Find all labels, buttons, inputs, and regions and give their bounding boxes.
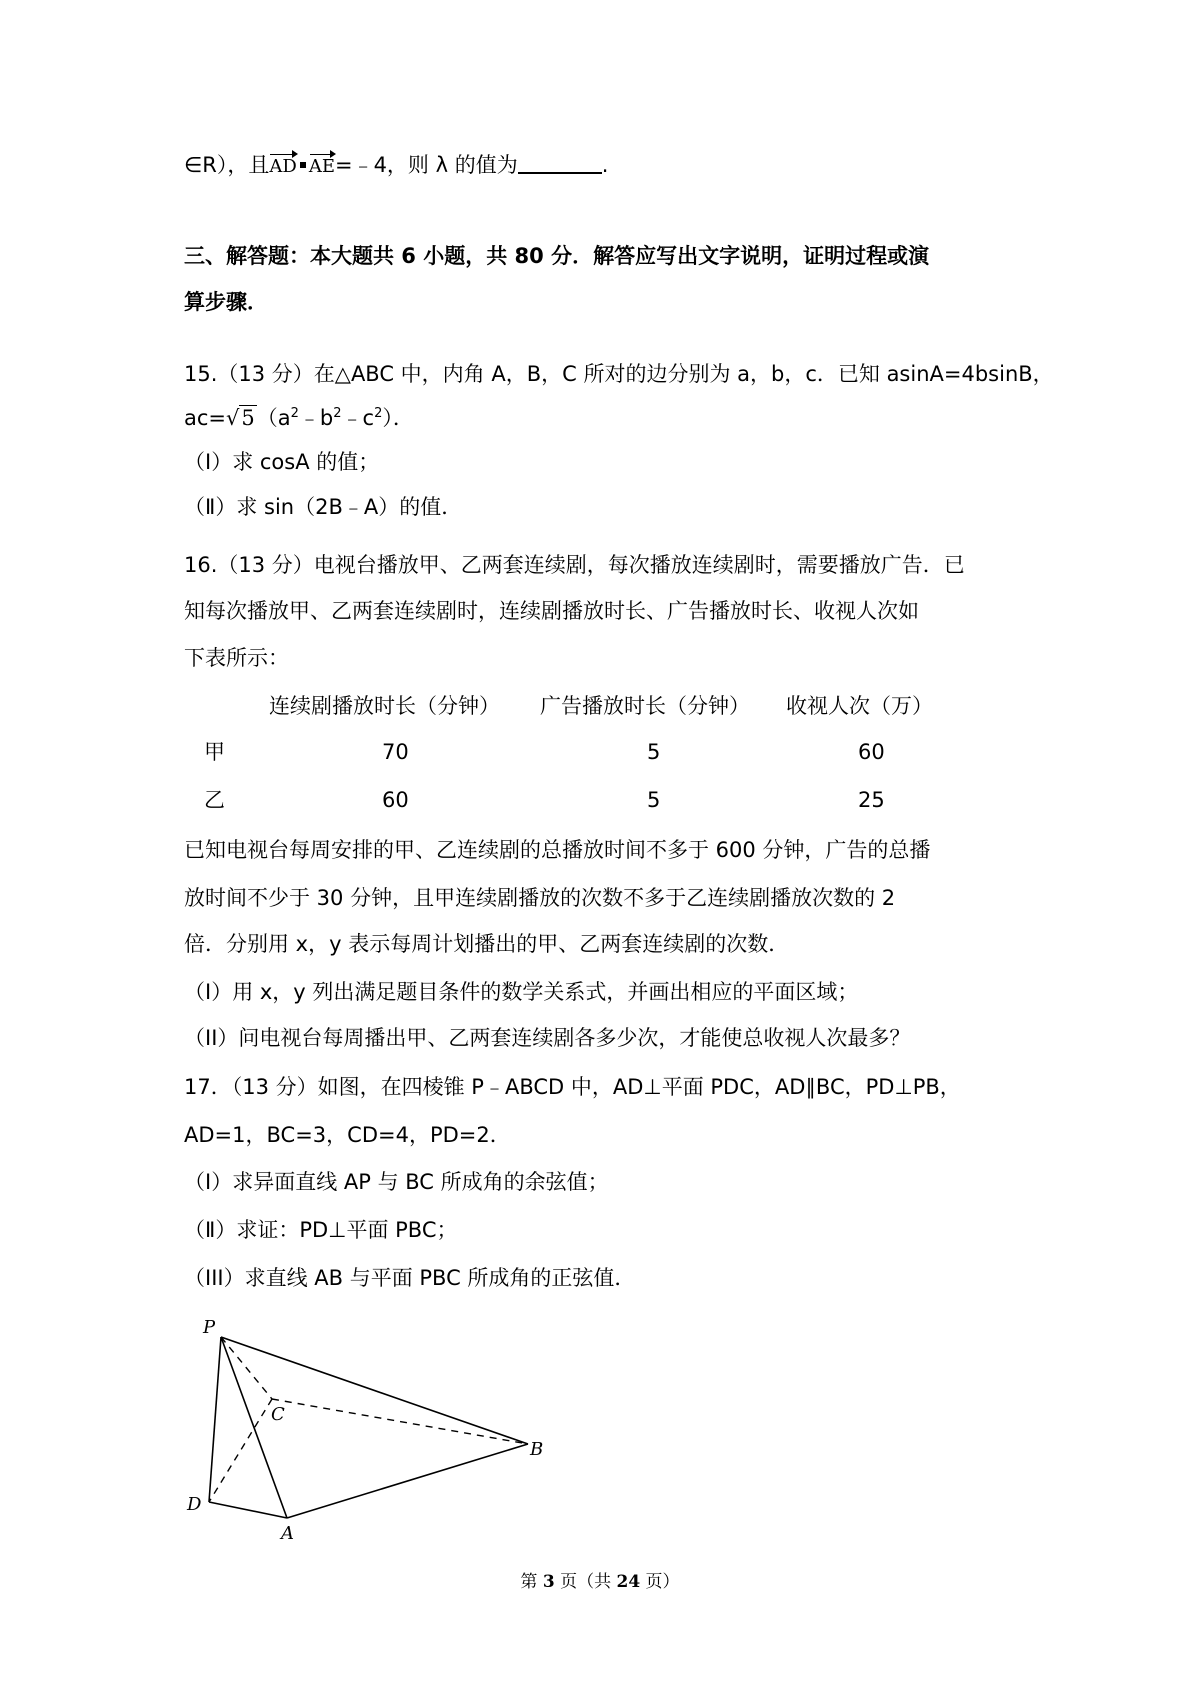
q16-line4: 已知电视台每周安排的甲、乙连续剧的总播放时间不多于 600 分钟，广告的总播 (184, 838, 931, 862)
edge-cb (272, 1399, 528, 1444)
q14-end: . (601, 153, 609, 177)
section-heading-line1: 三、解答题：本大题共 6 小题，共 80 分．解答应写出文字说明，证明过程或演 (184, 244, 930, 268)
edge-da (209, 1502, 287, 1518)
section-heading-line2: 算步骤． (184, 290, 268, 314)
page-number: 3 (542, 1572, 555, 1592)
page-total: 24 (616, 1572, 641, 1592)
footer-pre: 第 (520, 1572, 543, 1592)
table-header-2: 广告播放时长（分钟） (540, 694, 750, 718)
table-row-name: 乙 (204, 788, 225, 812)
q15-ac: ac= (184, 406, 227, 430)
sqrt-radicand: 5 (241, 406, 255, 430)
edge-pb (221, 1337, 528, 1444)
q15-a: （a (256, 406, 291, 430)
footer-mid: 页（共 (554, 1572, 617, 1592)
table-cell: 70 (382, 740, 409, 764)
q16-line3: 下表所示： (184, 646, 289, 670)
edge-pa (221, 1337, 287, 1518)
q16-line2: 知每次播放甲、乙两套连续剧时，连续剧播放时长、广告播放时长、收视人次如 (184, 599, 919, 623)
vector-ae: AE (308, 156, 335, 177)
table-header-1: 连续剧播放时长（分钟） (269, 694, 500, 718)
footer-post: 页） (640, 1572, 680, 1592)
label-b: B (530, 1439, 544, 1460)
label-p: P (203, 1317, 216, 1338)
q15-line1: 15.（13 分）在△ABC 中，内角 A，B，C 所对的边分别为 a，b，c．已知 asinA=4bsinB， (184, 362, 1054, 386)
table-cell: 5 (647, 740, 661, 764)
exponent-a: 2 (290, 406, 299, 421)
label-a: A (281, 1523, 294, 1544)
table-cell: 5 (647, 788, 661, 812)
table-cell: 25 (858, 788, 885, 812)
q17-line2: AD=1，BC=3，CD=4，PD=2． (184, 1123, 511, 1147)
q17-part1: （Ⅰ）求异面直线 AP 与 BC 所成角的余弦值； (184, 1170, 609, 1194)
q16-line6: 倍．分别用 x，y 表示每周计划播出的甲、乙两套连续剧的次数． (184, 932, 790, 956)
vector-ad: AD (269, 156, 297, 177)
edge-pd (209, 1337, 221, 1502)
q14-prefix: ∈R），且 (184, 153, 270, 177)
q15-part2: （Ⅱ）求 sin（2B﹣A）的值． (184, 495, 463, 519)
table-header-3: 收视人次（万） (786, 694, 933, 718)
q16-line5: 放时间不少于 30 分钟，且甲连续剧播放的次数不多于乙连续剧播放次数的 2 (184, 886, 896, 910)
q17-line1: 17．（13 分）如图，在四棱锥 P﹣ABCD 中，AD⊥平面 PDC，AD∥BC，PD⊥PB， (184, 1075, 961, 1099)
q15-close: ）． (382, 406, 414, 430)
table-row-name: 甲 (204, 740, 225, 764)
q15-b: ﹣b (298, 406, 334, 430)
q16-part2: （II）问电视台每周播出甲、乙两套连续剧各多少次，才能使总收视人次最多？ (184, 1026, 911, 1050)
q16-line1: 16.（13 分）电视台播放甲、乙两套连续剧，每次播放连续剧时，需要播放广告．已 (184, 553, 965, 577)
label-d: D (187, 1494, 202, 1515)
q17-part3: （III）求直线 AB 与平面 PBC 所成角的正弦值． (184, 1266, 636, 1290)
q15-part1: （Ⅰ）求 cosA 的值； (184, 450, 380, 474)
table-cell: 60 (382, 788, 409, 812)
label-c: C (271, 1404, 285, 1425)
page-footer (0, 1567, 1200, 1592)
q16-part1: （I）用 x，y 列出满足题目条件的数学关系式，并画出相应的平面区域； (184, 980, 859, 1004)
q14-equation: =﹣4，则 λ 的值为 (334, 153, 518, 177)
sqrt-expression: √5 (226, 406, 255, 430)
table-cell: 60 (858, 740, 885, 764)
exponent-c: 2 (374, 406, 383, 421)
exponent-b: 2 (333, 406, 342, 421)
q15-c: ﹣c (341, 406, 375, 430)
q17-part2: （Ⅱ）求证：PD⊥平面 PBC； (184, 1218, 458, 1242)
edge-ab (287, 1444, 528, 1518)
